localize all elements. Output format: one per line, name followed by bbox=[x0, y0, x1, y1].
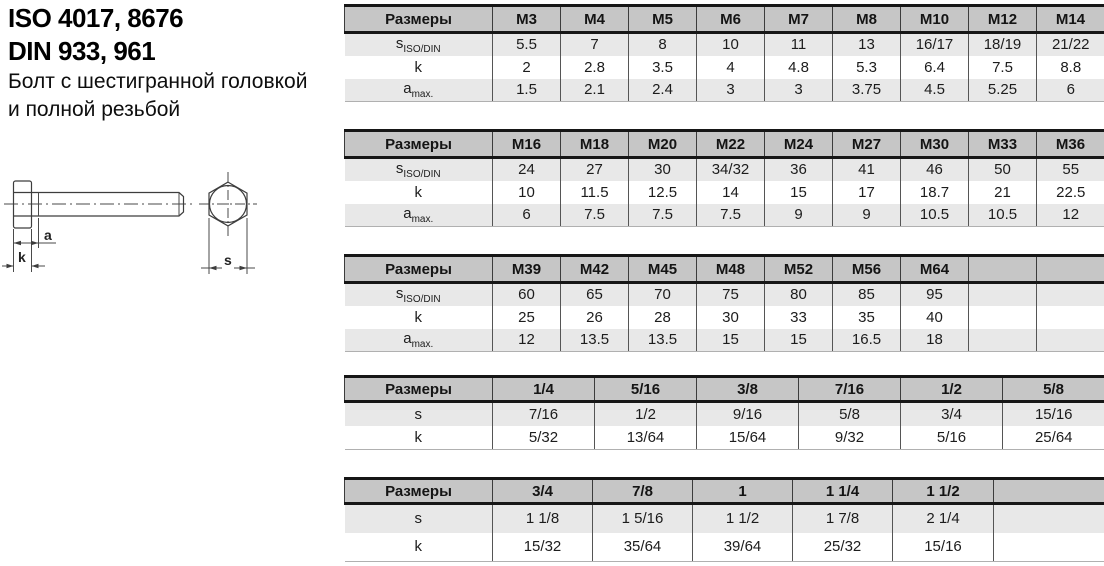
value-cell: 11 bbox=[765, 33, 833, 56]
row-label: $s_{ISO/DIN}$ bbox=[345, 283, 493, 306]
size-column-header: M56 bbox=[833, 256, 901, 283]
value-cell: 27 bbox=[561, 158, 629, 181]
size-column-header: M16 bbox=[493, 131, 561, 158]
row-label: $a_{max.}$ bbox=[345, 204, 493, 227]
size-column-header: M45 bbox=[629, 256, 697, 283]
value-cell: 10 bbox=[697, 33, 765, 56]
value-cell: 13.5 bbox=[629, 329, 697, 352]
value-cell: 13 bbox=[833, 33, 901, 56]
value-cell: 12 bbox=[493, 329, 561, 352]
value-cell: 25/64 bbox=[1003, 426, 1104, 450]
value-cell: 24 bbox=[493, 158, 561, 181]
value-cell: 1.5 bbox=[493, 79, 561, 102]
size-column-header: M14 bbox=[1037, 6, 1104, 33]
value-cell: 7.5 bbox=[629, 204, 697, 227]
value-cell: 60 bbox=[493, 283, 561, 306]
value-cell: 2 1/4 bbox=[893, 504, 994, 533]
value-cell: 10 bbox=[493, 181, 561, 204]
value-cell: 14 bbox=[697, 181, 765, 204]
row-label: $a_{max.}$ bbox=[345, 79, 493, 102]
table-row-k bbox=[345, 181, 1104, 204]
size-column-header: M12 bbox=[969, 6, 1037, 33]
dimensions-table-4 bbox=[344, 375, 1104, 450]
table-row-a bbox=[345, 79, 1104, 102]
dimension-k-label: k bbox=[18, 249, 26, 265]
sizes-header-label: Размеры bbox=[345, 131, 493, 158]
value-cell: 28 bbox=[629, 306, 697, 329]
size-column-header: M52 bbox=[765, 256, 833, 283]
row-label: $a_{max.}$ bbox=[345, 329, 493, 352]
value-cell: 80 bbox=[765, 283, 833, 306]
value-cell: 50 bbox=[969, 158, 1037, 181]
value-cell: 36 bbox=[765, 158, 833, 181]
table-header-row bbox=[345, 256, 1104, 283]
value-cell: 85 bbox=[833, 283, 901, 306]
value-cell: 9/16 bbox=[697, 402, 799, 426]
table-header-row bbox=[345, 479, 1104, 504]
value-cell: 1 7/8 bbox=[793, 504, 893, 533]
bolt-head-hex-view bbox=[199, 172, 257, 236]
table-row-s bbox=[345, 158, 1104, 181]
size-column-header: M6 bbox=[697, 6, 765, 33]
value-cell: 10.5 bbox=[901, 204, 969, 227]
empty-column-header bbox=[969, 256, 1037, 283]
value-cell: 16.5 bbox=[833, 329, 901, 352]
size-column-header: M36 bbox=[1037, 131, 1104, 158]
value-cell: 12.5 bbox=[629, 181, 697, 204]
size-column-header: M42 bbox=[561, 256, 629, 283]
value-cell: 7/16 bbox=[493, 402, 595, 426]
size-column-header: M22 bbox=[697, 131, 765, 158]
dimensions-table-1 bbox=[344, 4, 1104, 102]
empty-cell bbox=[1037, 329, 1104, 352]
value-cell: 15 bbox=[765, 329, 833, 352]
value-cell: 3.75 bbox=[833, 79, 901, 102]
size-column-header: 1 1/4 bbox=[793, 479, 893, 504]
size-column-header: 1 1/2 bbox=[893, 479, 994, 504]
value-cell: 40 bbox=[901, 306, 969, 329]
value-cell: 22.5 bbox=[1037, 181, 1104, 204]
sizes-header-label: Размеры bbox=[345, 6, 493, 33]
value-cell: 1 5/16 bbox=[593, 504, 693, 533]
value-cell: 1 1/2 bbox=[693, 504, 793, 533]
table-row-s bbox=[345, 504, 1104, 533]
row-label: $s_{ISO/DIN}$ bbox=[345, 158, 493, 181]
table-row-a bbox=[345, 329, 1104, 352]
value-cell: 1 1/8 bbox=[493, 504, 593, 533]
value-cell: 46 bbox=[901, 158, 969, 181]
table-header-row bbox=[345, 377, 1104, 402]
bolt-technical-drawing bbox=[0, 162, 300, 307]
value-cell: 41 bbox=[833, 158, 901, 181]
value-cell: 6 bbox=[493, 204, 561, 227]
size-column-header: 1/4 bbox=[493, 377, 595, 402]
row-label: k bbox=[345, 426, 493, 450]
value-cell: 26 bbox=[561, 306, 629, 329]
table-row-k bbox=[345, 306, 1104, 329]
empty-column-header bbox=[1037, 256, 1104, 283]
value-cell: 15 bbox=[765, 181, 833, 204]
value-cell: 75 bbox=[697, 283, 765, 306]
value-cell: 65 bbox=[561, 283, 629, 306]
size-column-header: M18 bbox=[561, 131, 629, 158]
value-cell: 15/16 bbox=[893, 533, 994, 562]
value-cell: 9 bbox=[765, 204, 833, 227]
sizes-header-label: Размеры bbox=[345, 479, 493, 504]
arrowhead-left bbox=[14, 241, 22, 245]
value-cell: 21 bbox=[969, 181, 1037, 204]
table-row-s bbox=[345, 33, 1104, 56]
value-cell: 33 bbox=[765, 306, 833, 329]
size-column-header: 5/16 bbox=[595, 377, 697, 402]
value-cell: 2.4 bbox=[629, 79, 697, 102]
row-label: $s_{ISO/DIN}$ bbox=[345, 33, 493, 56]
value-cell: 3/4 bbox=[901, 402, 1003, 426]
value-cell: 15 bbox=[697, 329, 765, 352]
size-column-header: 3/4 bbox=[493, 479, 593, 504]
value-cell: 3 bbox=[765, 79, 833, 102]
bolt-side-view bbox=[4, 181, 196, 228]
arrowhead-left bbox=[32, 264, 39, 268]
size-column-header: 7/8 bbox=[593, 479, 693, 504]
value-cell: 55 bbox=[1037, 158, 1104, 181]
empty-cell bbox=[969, 329, 1037, 352]
value-cell: 16/17 bbox=[901, 33, 969, 56]
size-column-header: M3 bbox=[493, 6, 561, 33]
row-label: k bbox=[345, 306, 493, 329]
arrowhead-right bbox=[240, 266, 248, 270]
size-column-header: 1/2 bbox=[901, 377, 1003, 402]
value-cell: 25/32 bbox=[793, 533, 893, 562]
arrowhead-left bbox=[209, 266, 217, 270]
size-column-header: M8 bbox=[833, 6, 901, 33]
size-column-header: M4 bbox=[561, 6, 629, 33]
row-label: k bbox=[345, 533, 493, 562]
dimensions-table-5 bbox=[344, 477, 1104, 562]
value-cell: 7.5 bbox=[969, 56, 1037, 79]
value-cell: 3 bbox=[697, 79, 765, 102]
dimension-s-label: s bbox=[224, 252, 232, 268]
empty-cell bbox=[1037, 306, 1104, 329]
standard-iso-title: ISO 4017, 8676 bbox=[8, 3, 184, 33]
value-cell: 15/16 bbox=[1003, 402, 1104, 426]
value-cell: 2.8 bbox=[561, 56, 629, 79]
value-cell: 15/64 bbox=[697, 426, 799, 450]
size-column-header: 5/8 bbox=[1003, 377, 1104, 402]
value-cell: 39/64 bbox=[693, 533, 793, 562]
size-column-header: M64 bbox=[901, 256, 969, 283]
size-column-header: M10 bbox=[901, 6, 969, 33]
row-label: k bbox=[345, 181, 493, 204]
empty-cell bbox=[994, 504, 1104, 533]
value-cell: 4 bbox=[697, 56, 765, 79]
empty-column-header bbox=[994, 479, 1104, 504]
value-cell: 5/16 bbox=[901, 426, 1003, 450]
value-cell: 21/22 bbox=[1037, 33, 1104, 56]
size-column-header: M24 bbox=[765, 131, 833, 158]
empty-cell bbox=[994, 533, 1104, 562]
product-description-line1: Болт с шестигранной головкой bbox=[8, 70, 308, 93]
value-cell: 2.1 bbox=[561, 79, 629, 102]
arrowhead-right bbox=[7, 264, 14, 268]
size-column-header: 7/16 bbox=[799, 377, 901, 402]
value-cell: 8.8 bbox=[1037, 56, 1104, 79]
size-column-header: M7 bbox=[765, 6, 833, 33]
size-column-header: M39 bbox=[493, 256, 561, 283]
standard-din-title: DIN 933, 961 bbox=[8, 36, 156, 66]
row-label: s bbox=[345, 402, 493, 426]
value-cell: 95 bbox=[901, 283, 969, 306]
row-label: s bbox=[345, 504, 493, 533]
value-cell: 17 bbox=[833, 181, 901, 204]
value-cell: 35/64 bbox=[593, 533, 693, 562]
title-block bbox=[8, 2, 307, 124]
value-cell: 7.5 bbox=[697, 204, 765, 227]
value-cell: 2 bbox=[493, 56, 561, 79]
size-column-header: 3/8 bbox=[697, 377, 799, 402]
value-cell: 15/32 bbox=[493, 533, 593, 562]
size-column-header: M5 bbox=[629, 6, 697, 33]
value-cell: 18/19 bbox=[969, 33, 1037, 56]
value-cell: 12 bbox=[1037, 204, 1104, 227]
value-cell: 5.3 bbox=[833, 56, 901, 79]
value-cell: 70 bbox=[629, 283, 697, 306]
table-row-s bbox=[345, 283, 1104, 306]
value-cell: 9/32 bbox=[799, 426, 901, 450]
value-cell: 6.4 bbox=[901, 56, 969, 79]
value-cell: 5/8 bbox=[799, 402, 901, 426]
value-cell: 7 bbox=[561, 33, 629, 56]
table-row-k bbox=[345, 533, 1104, 562]
value-cell: 18.7 bbox=[901, 181, 969, 204]
dimensions-table-3 bbox=[344, 254, 1104, 352]
sizes-header-label: Размеры bbox=[345, 256, 493, 283]
value-cell: 7.5 bbox=[561, 204, 629, 227]
size-column-header: M20 bbox=[629, 131, 697, 158]
table-row-a bbox=[345, 204, 1104, 227]
value-cell: 1/2 bbox=[595, 402, 697, 426]
row-label: k bbox=[345, 56, 493, 79]
table-row-k bbox=[345, 56, 1104, 79]
value-cell: 34/32 bbox=[697, 158, 765, 181]
value-cell: 30 bbox=[629, 158, 697, 181]
value-cell: 11.5 bbox=[561, 181, 629, 204]
size-column-header: 1 bbox=[693, 479, 793, 504]
value-cell: 6 bbox=[1037, 79, 1104, 102]
value-cell: 18 bbox=[901, 329, 969, 352]
empty-cell bbox=[969, 306, 1037, 329]
size-column-header: M27 bbox=[833, 131, 901, 158]
size-column-header: M48 bbox=[697, 256, 765, 283]
table-header-row bbox=[345, 6, 1104, 33]
value-cell: 10.5 bbox=[969, 204, 1037, 227]
value-cell: 9 bbox=[833, 204, 901, 227]
dimension-a-label: a bbox=[44, 227, 52, 243]
value-cell: 30 bbox=[697, 306, 765, 329]
value-cell: 3.5 bbox=[629, 56, 697, 79]
value-cell: 5.25 bbox=[969, 79, 1037, 102]
sizes-header-label: Размеры bbox=[345, 377, 493, 402]
value-cell: 8 bbox=[629, 33, 697, 56]
value-cell: 35 bbox=[833, 306, 901, 329]
table-row-k bbox=[345, 426, 1104, 450]
table-row-s bbox=[345, 402, 1104, 426]
value-cell: 4.5 bbox=[901, 79, 969, 102]
size-column-header: M33 bbox=[969, 131, 1037, 158]
value-cell: 5.5 bbox=[493, 33, 561, 56]
value-cell: 13/64 bbox=[595, 426, 697, 450]
value-cell: 25 bbox=[493, 306, 561, 329]
empty-cell bbox=[969, 283, 1037, 306]
dimension-k bbox=[2, 249, 45, 268]
table-header-row bbox=[345, 131, 1104, 158]
value-cell: 5/32 bbox=[493, 426, 595, 450]
arrowhead-right bbox=[31, 241, 39, 245]
size-column-header: M30 bbox=[901, 131, 969, 158]
dimensions-table-2 bbox=[344, 129, 1104, 227]
empty-cell bbox=[1037, 283, 1104, 306]
value-cell: 13.5 bbox=[561, 329, 629, 352]
product-description-line2: и полной резьбой bbox=[8, 98, 181, 121]
value-cell: 4.8 bbox=[765, 56, 833, 79]
